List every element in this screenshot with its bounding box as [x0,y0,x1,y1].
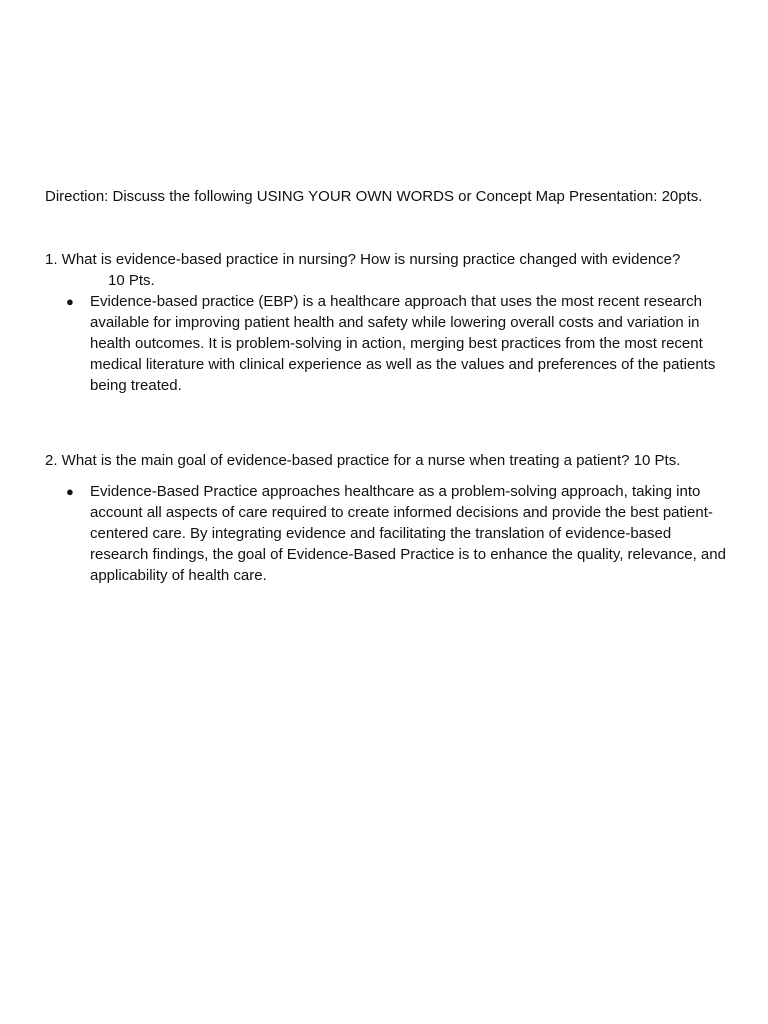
answer-1-text: Evidence-based practice (EBP) is a healthcare approach that uses the most recent research available for improving patient health and safety while lowering overall costs and variation in health outcomes. It is problem-solving in action, merging best practices from the most recent medical literature with clinical experience as well as the values and preferences of the patients being treated. [90,293,716,394]
question-2-prompt: 2. What is the main goal of evidence-based practice for a nurse when treating a patient? 10 Pts. [45,452,681,469]
question-1-points: 10 Pts. [108,272,155,289]
bullet-icon: ● [66,484,74,499]
question-1-answer [66,291,730,396]
question-1-prompt: 1. What is evidence-based practice in nursing? How is nursing practice changed with evidence? [45,251,681,268]
question-2-answer [66,481,730,586]
bullet-icon: ● [66,294,74,309]
answer-2-text: Evidence-Based Practice approaches healthcare as a problem-solving approach, taking into account all aspects of care required to create informed decisions and provide the best patient-centered care. By integrating evidence and facilitating the translation of evidence-based research findings, the goal of Evidence-Based Practice is to enhance the quality, relevance, and applicability of health care. [90,483,726,584]
direction-text: Direction: Discuss the following USING YOUR OWN WORDS or Concept Map Presentation: 20pts. [45,188,703,205]
